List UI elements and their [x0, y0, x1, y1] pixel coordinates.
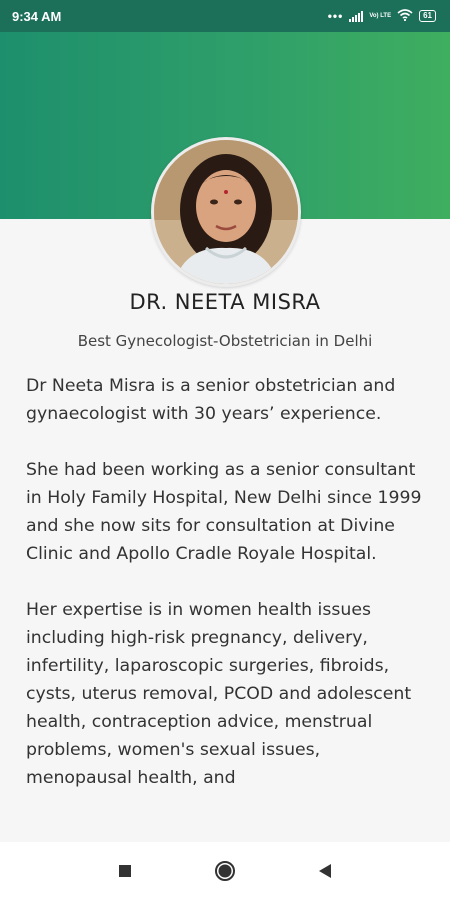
battery-level: 61	[423, 11, 432, 20]
back-triangle-icon	[318, 863, 332, 879]
wifi-icon	[397, 9, 413, 24]
status-icons	[328, 9, 436, 24]
dots-icon: •••	[327, 9, 344, 23]
recents-button[interactable]	[113, 859, 137, 883]
battery-icon	[419, 10, 436, 22]
bio-paragraph: Dr Neeta Misra is a senior obstetrician and gynaecologist with 30 years’ experience.	[26, 376, 396, 424]
square-icon	[118, 864, 132, 878]
doctor-photo	[154, 140, 298, 284]
avatar	[151, 137, 301, 287]
bio-paragraph: She had been working as a senior consultant in Holy Family Hospital, New Delhi since 1999 and she now sits for consultation at Divine Clinic and Apollo Cradle Royale Hospital.	[26, 460, 422, 564]
navigation-bar	[0, 842, 450, 900]
bio-text	[26, 372, 426, 842]
bio-paragraph: Her expertise is in women health issues including high-risk pregnancy, delivery, infertility, laparoscopic surgeries, fibroids, cysts, uterus removal, PCOD and adolescent health, contraception advice, menstrual problems, women's sexual issues, menopausal health, and	[26, 600, 412, 788]
home-circle-icon	[214, 860, 236, 882]
back-button[interactable]	[313, 859, 337, 883]
status-bar	[0, 0, 450, 32]
doctor-title: Best Gynecologist-Obstetrician in Delhi	[77, 332, 373, 350]
doctor-name: DR. NEETA MISRA	[129, 290, 321, 314]
signal-icon	[349, 11, 363, 22]
home-button[interactable]	[213, 859, 237, 883]
status-time: 9:34 AM	[12, 8, 62, 24]
volte-icon: Vo) LTE	[369, 13, 392, 19]
